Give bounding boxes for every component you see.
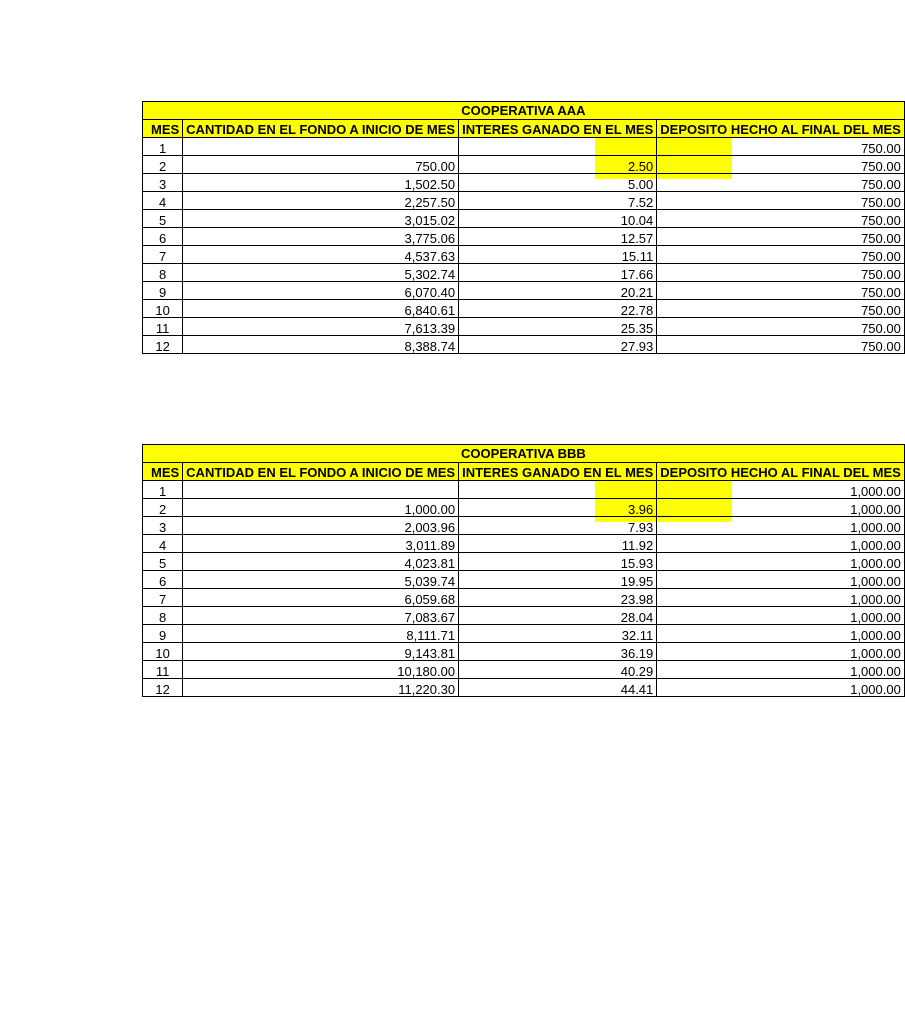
cell-deposito[interactable]: 750.00 <box>657 138 905 156</box>
cell-interes[interactable]: 15.93 <box>459 553 657 571</box>
cell-interes[interactable]: 20.21 <box>459 282 657 300</box>
cell-mes[interactable]: 3 <box>143 174 183 192</box>
cell-deposito[interactable]: 750.00 <box>657 336 905 354</box>
table-row <box>143 318 905 336</box>
cell-mes[interactable]: 10 <box>143 300 183 318</box>
cell-mes[interactable]: 9 <box>143 625 183 643</box>
table-row <box>143 571 905 589</box>
table-title: COOPERATIVA BBB <box>143 445 905 463</box>
cooperativa-aaa-table <box>142 101 905 354</box>
cell-deposito[interactable]: 750.00 <box>657 210 905 228</box>
cell-interes[interactable]: 32.11 <box>459 625 657 643</box>
cell-interes[interactable]: 12.57 <box>459 228 657 246</box>
table-row <box>143 517 905 535</box>
header-mes: MES <box>143 120 183 138</box>
cell-deposito[interactable]: 1,000.00 <box>657 535 905 553</box>
cell-mes[interactable]: 3 <box>143 517 183 535</box>
table-row <box>143 210 905 228</box>
cell-mes[interactable]: 1 <box>143 481 183 499</box>
cell-deposito[interactable]: 1,000.00 <box>657 661 905 679</box>
title-row <box>143 445 905 463</box>
cell-cantidad[interactable]: 7,613.39 <box>183 318 459 336</box>
cell-deposito[interactable]: 1,000.00 <box>657 517 905 535</box>
table-row <box>143 535 905 553</box>
cell-interes[interactable]: 44.41 <box>459 679 657 697</box>
cell-interes[interactable]: 11.92 <box>459 535 657 553</box>
cell-interes[interactable]: 23.98 <box>459 589 657 607</box>
cell-mes[interactable]: 11 <box>143 318 183 336</box>
cell-deposito[interactable]: 1,000.00 <box>657 589 905 607</box>
title-row <box>143 102 905 120</box>
cell-deposito[interactable]: 750.00 <box>657 156 905 174</box>
table-row <box>143 336 905 354</box>
table-row <box>143 138 905 156</box>
cell-deposito[interactable]: 750.00 <box>657 318 905 336</box>
cell-cantidad[interactable]: 3,775.06 <box>183 228 459 246</box>
header-deposito: DEPOSITO HECHO AL FINAL DEL MES <box>657 463 905 481</box>
cell-deposito[interactable]: 1,000.00 <box>657 625 905 643</box>
cell-mes[interactable]: 10 <box>143 643 183 661</box>
table-row <box>143 481 905 499</box>
cell-deposito[interactable]: 750.00 <box>657 174 905 192</box>
table-row <box>143 625 905 643</box>
table-block-aaa <box>142 101 905 354</box>
cell-deposito[interactable]: 750.00 <box>657 300 905 318</box>
cell-deposito[interactable]: 750.00 <box>657 192 905 210</box>
cell-deposito[interactable]: 750.00 <box>657 264 905 282</box>
cell-cantidad[interactable]: 11,220.30 <box>183 679 459 697</box>
cell-cantidad[interactable]: 1,502.50 <box>183 174 459 192</box>
cell-deposito[interactable]: 1,000.00 <box>657 553 905 571</box>
table-row <box>143 192 905 210</box>
cell-mes[interactable]: 12 <box>143 336 183 354</box>
cell-interes[interactable]: 27.93 <box>459 336 657 354</box>
cell-mes[interactable]: 11 <box>143 661 183 679</box>
cell-deposito[interactable]: 1,000.00 <box>657 481 905 499</box>
cell-interes[interactable]: 15.11 <box>459 246 657 264</box>
table-row <box>143 174 905 192</box>
table-row <box>143 228 905 246</box>
table-row <box>143 607 905 625</box>
cell-cantidad[interactable] <box>183 481 459 499</box>
cell-deposito[interactable]: 1,000.00 <box>657 643 905 661</box>
cell-cantidad[interactable]: 9,143.81 <box>183 643 459 661</box>
header-interes: INTERES GANADO EN EL MES <box>459 120 657 138</box>
cell-mes[interactable]: 5 <box>143 210 183 228</box>
header-row <box>143 120 905 138</box>
cell-cantidad[interactable]: 2,003.96 <box>183 517 459 535</box>
cell-cantidad[interactable]: 5,039.74 <box>183 571 459 589</box>
cell-interes[interactable]: 17.66 <box>459 264 657 282</box>
cell-interes[interactable]: 2.50 <box>459 156 657 174</box>
table-row <box>143 300 905 318</box>
table-row <box>143 679 905 697</box>
cell-mes[interactable]: 2 <box>143 156 183 174</box>
table-row <box>143 643 905 661</box>
header-cantidad: CANTIDAD EN EL FONDO A INICIO DE MES <box>183 463 459 481</box>
cell-deposito[interactable]: 1,000.00 <box>657 571 905 589</box>
table-row <box>143 282 905 300</box>
header-interes: INTERES GANADO EN EL MES <box>459 463 657 481</box>
cell-mes[interactable]: 8 <box>143 607 183 625</box>
table-row <box>143 589 905 607</box>
table-row <box>143 553 905 571</box>
cell-interes[interactable] <box>459 138 657 156</box>
cell-cantidad[interactable]: 6,840.61 <box>183 300 459 318</box>
cell-mes[interactable]: 6 <box>143 228 183 246</box>
cell-interes[interactable]: 19.95 <box>459 571 657 589</box>
cell-cantidad[interactable] <box>183 138 459 156</box>
cell-mes[interactable]: 5 <box>143 553 183 571</box>
cell-deposito[interactable]: 750.00 <box>657 246 905 264</box>
cell-mes[interactable]: 8 <box>143 264 183 282</box>
header-deposito: DEPOSITO HECHO AL FINAL DEL MES <box>657 120 905 138</box>
cell-mes[interactable]: 6 <box>143 571 183 589</box>
table-row <box>143 156 905 174</box>
cell-mes[interactable]: 4 <box>143 192 183 210</box>
cell-mes[interactable]: 4 <box>143 535 183 553</box>
cell-deposito[interactable]: 1,000.00 <box>657 679 905 697</box>
cell-interes[interactable]: 7.52 <box>459 192 657 210</box>
table-row <box>143 264 905 282</box>
cell-cantidad[interactable]: 6,070.40 <box>183 282 459 300</box>
table-title: COOPERATIVA AAA <box>143 102 905 120</box>
cooperativa-bbb-table <box>142 444 905 697</box>
table-row <box>143 499 905 517</box>
cell-cantidad[interactable]: 3,011.89 <box>183 535 459 553</box>
cell-cantidad[interactable]: 1,000.00 <box>183 499 459 517</box>
cell-mes[interactable]: 2 <box>143 499 183 517</box>
header-row <box>143 463 905 481</box>
cell-cantidad[interactable]: 3,015.02 <box>183 210 459 228</box>
cell-interes[interactable]: 5.00 <box>459 174 657 192</box>
header-mes: MES <box>143 463 183 481</box>
cell-interes[interactable]: 3.96 <box>459 499 657 517</box>
cell-interes[interactable]: 28.04 <box>459 607 657 625</box>
cell-deposito[interactable]: 1,000.00 <box>657 607 905 625</box>
cell-mes[interactable]: 9 <box>143 282 183 300</box>
cell-mes[interactable]: 7 <box>143 589 183 607</box>
cell-cantidad[interactable]: 2,257.50 <box>183 192 459 210</box>
cell-mes[interactable]: 7 <box>143 246 183 264</box>
cell-cantidad[interactable]: 5,302.74 <box>183 264 459 282</box>
table-row <box>143 661 905 679</box>
cell-cantidad[interactable]: 7,083.67 <box>183 607 459 625</box>
cell-interes[interactable]: 36.19 <box>459 643 657 661</box>
cell-interes[interactable]: 25.35 <box>459 318 657 336</box>
cell-cantidad[interactable]: 6,059.68 <box>183 589 459 607</box>
cell-interes[interactable]: 22.78 <box>459 300 657 318</box>
cell-interes[interactable]: 7.93 <box>459 517 657 535</box>
cell-interes[interactable]: 10.04 <box>459 210 657 228</box>
cell-cantidad[interactable]: 10,180.00 <box>183 661 459 679</box>
cell-cantidad[interactable]: 750.00 <box>183 156 459 174</box>
cell-mes[interactable]: 1 <box>143 138 183 156</box>
cell-cantidad[interactable]: 4,023.81 <box>183 553 459 571</box>
table-block-bbb <box>142 444 905 697</box>
cell-deposito[interactable]: 750.00 <box>657 228 905 246</box>
cell-mes[interactable]: 12 <box>143 679 183 697</box>
cell-cantidad[interactable]: 4,537.63 <box>183 246 459 264</box>
cell-interes[interactable]: 40.29 <box>459 661 657 679</box>
cell-deposito[interactable]: 1,000.00 <box>657 499 905 517</box>
table-row <box>143 246 905 264</box>
cell-interes[interactable] <box>459 481 657 499</box>
cell-cantidad[interactable]: 8,388.74 <box>183 336 459 354</box>
cell-cantidad[interactable]: 8,111.71 <box>183 625 459 643</box>
cell-deposito[interactable]: 750.00 <box>657 282 905 300</box>
header-cantidad: CANTIDAD EN EL FONDO A INICIO DE MES <box>183 120 459 138</box>
